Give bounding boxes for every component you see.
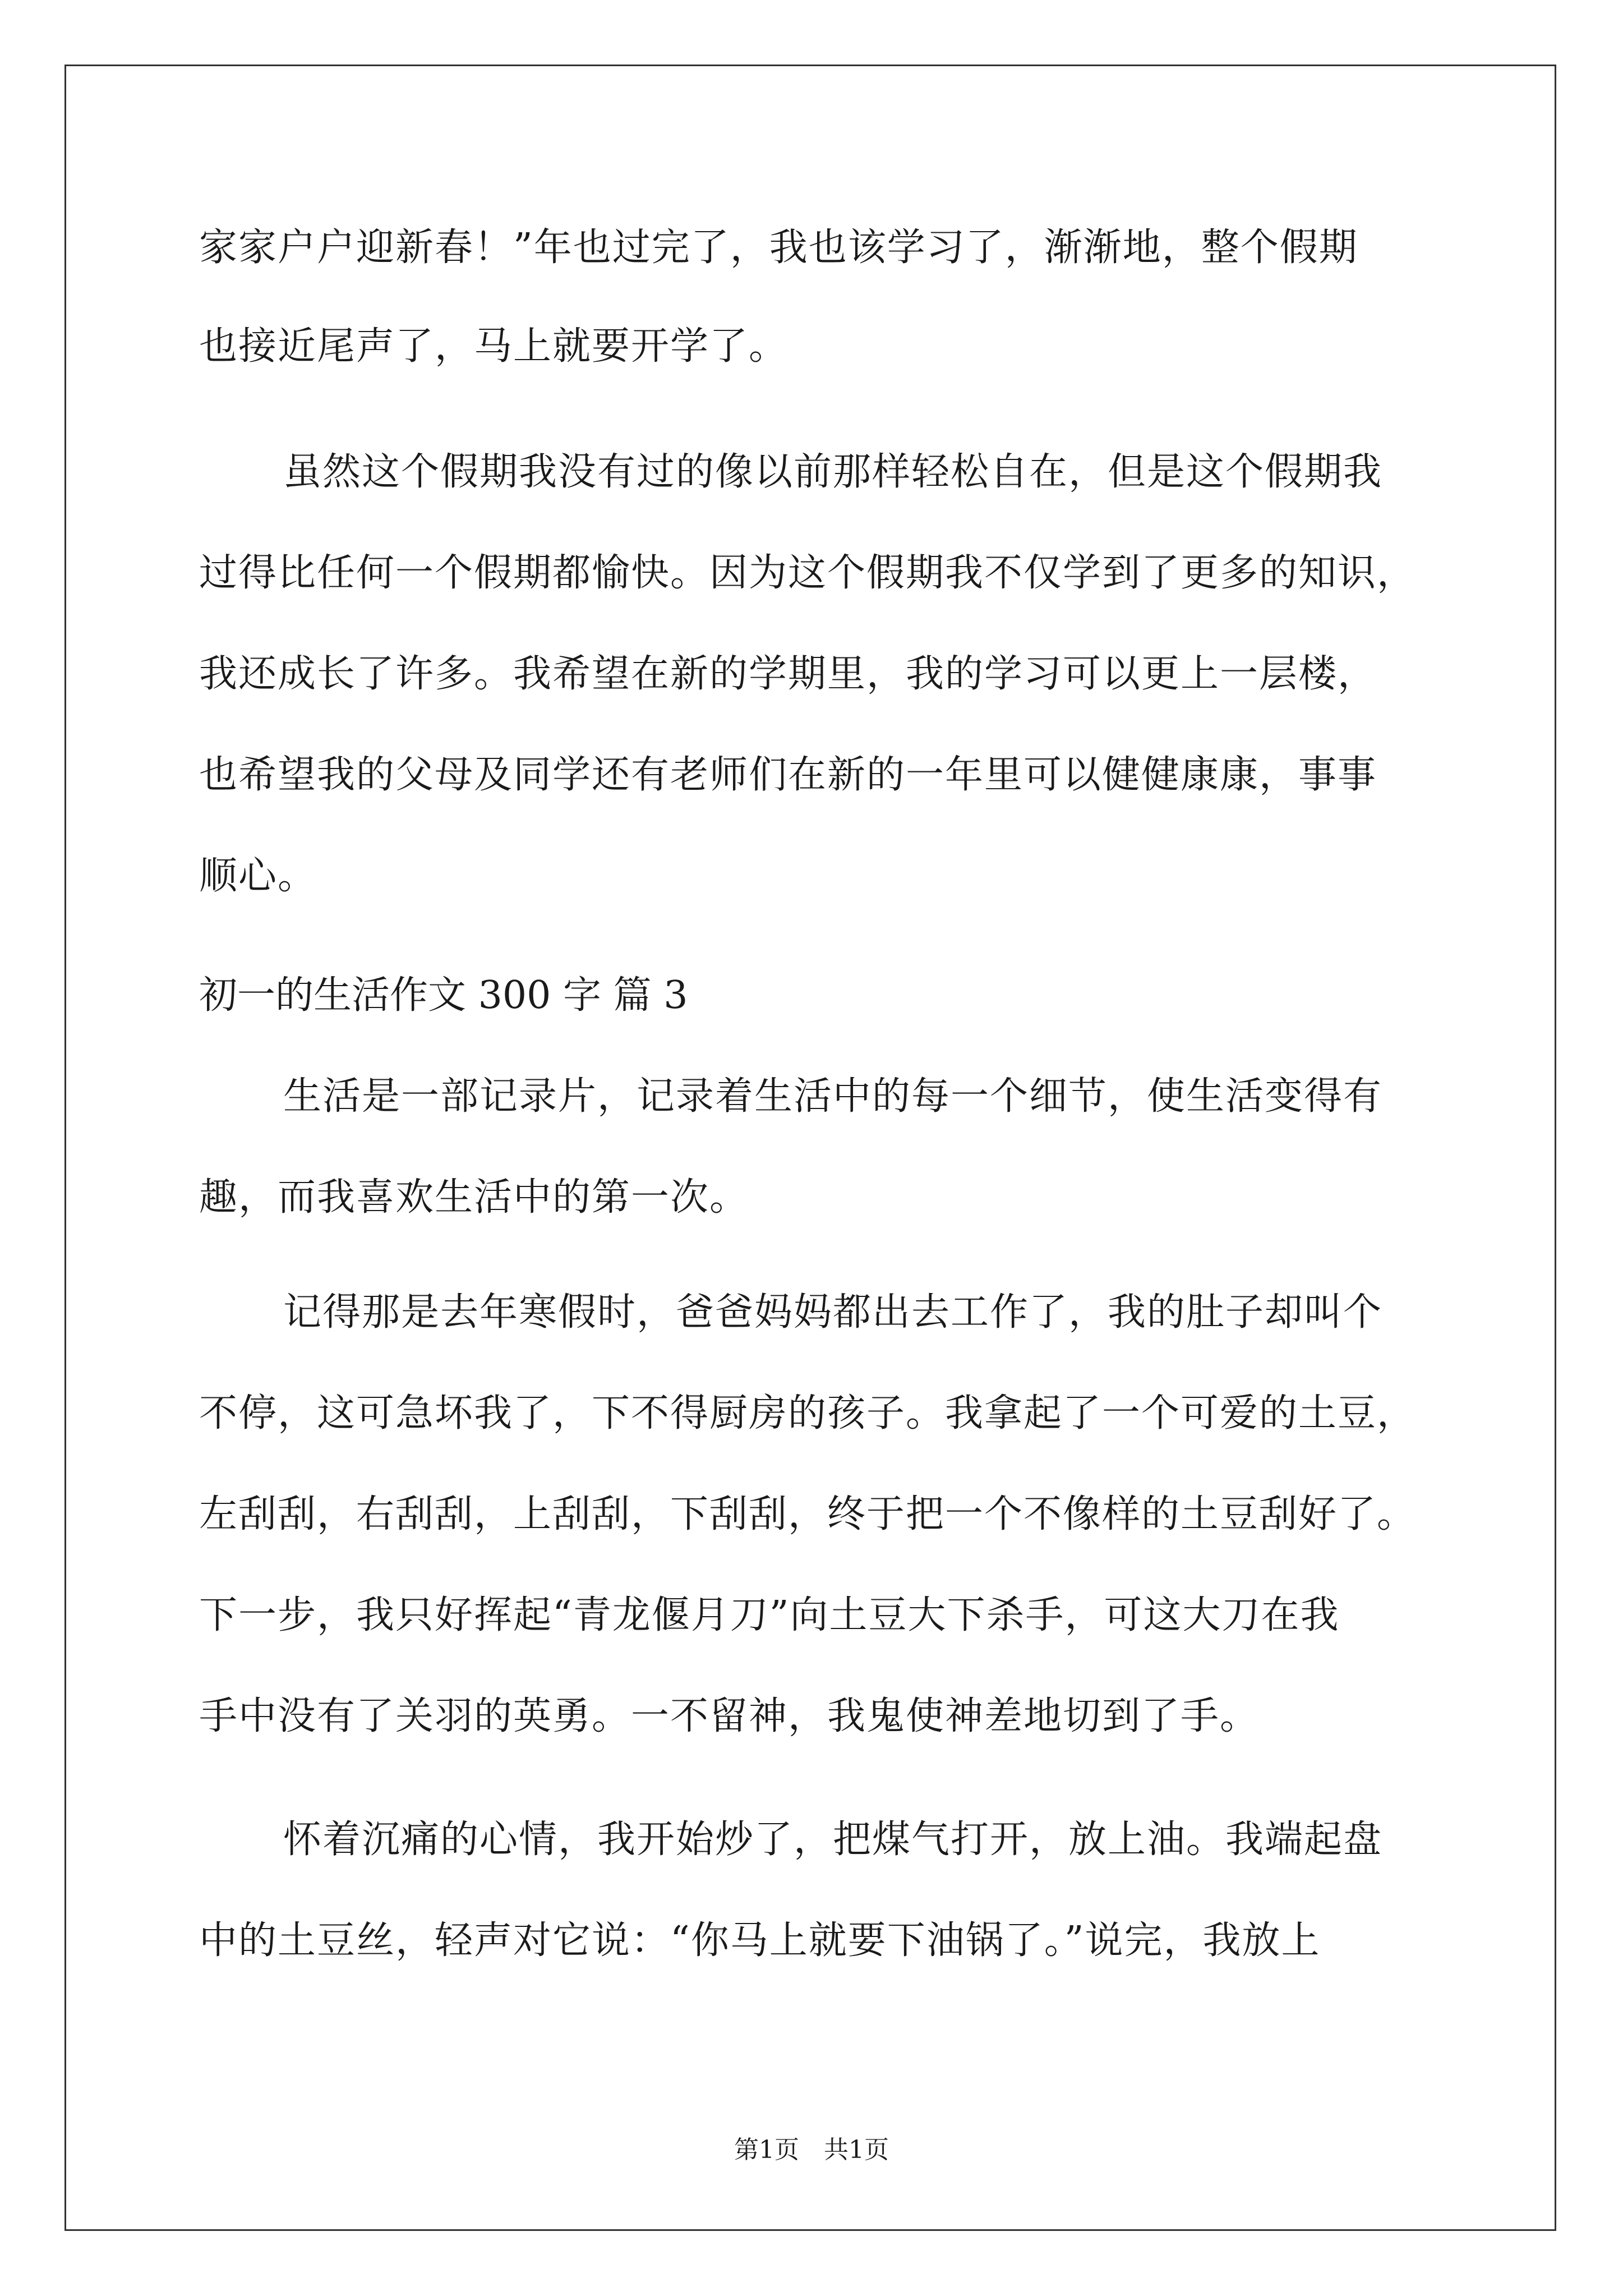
text-line: 不停，这可急坏我了，下不得厨房的孩子。我拿起了一个可爱的土豆， bbox=[199, 1391, 1417, 1435]
text-line: 趣，而我喜欢生活中的第一次。 bbox=[199, 1175, 749, 1220]
paragraph-start-line: 怀着沉痛的心情，我开始炒了，把煤气打开，放上油。我端起盘 bbox=[283, 1818, 1383, 1862]
paragraph-start-line: 生活是一部记录片，记录着生活中的每一个细节，使生活变得有 bbox=[283, 1074, 1383, 1119]
section-heading: 初一的生活作文 300 字 篇 3 bbox=[199, 973, 688, 1018]
text-line: 中的土豆丝，轻声对它说：“你马上就要下油锅了。”说完，我放上 bbox=[199, 1918, 1321, 1963]
text-line: 左刮刮，右刮刮，上刮刮，下刮刮，终于把一个不像样的土豆刮好了。 bbox=[199, 1492, 1417, 1536]
text-line: 顺心。 bbox=[199, 854, 317, 898]
text-line: 手中没有了关羽的英勇。一不留神，我鬼使神差地切到了手。 bbox=[199, 1694, 1260, 1738]
page-number-footer: 第1页 共1页 bbox=[734, 2136, 889, 2164]
text-line: 过得比任何一个假期都愉快。因为这个假期我不仅学到了更多的知识， bbox=[199, 551, 1417, 595]
text-line: 也接近尾声了，马上就要开学了。 bbox=[199, 324, 789, 369]
text-line: 也希望我的父母及同学还有老师们在新的一年里可以健健康康，事事 bbox=[199, 753, 1377, 797]
paragraph-start-line: 记得那是去年寒假时，爸爸妈妈都出去工作了，我的肚子却叫个 bbox=[283, 1290, 1383, 1335]
text-line: 我还成长了许多。我希望在新的学期里，我的学习可以更上一层楼， bbox=[199, 652, 1377, 696]
text-line: 家家户户迎新春！”年也过完了，我也该学习了，渐渐地，整个假期 bbox=[199, 226, 1358, 270]
page-border bbox=[64, 65, 1556, 2231]
paragraph-start-line: 虽然这个假期我没有过的像以前那样轻松自在，但是这个假期我 bbox=[283, 450, 1383, 494]
text-line: 下一步，我只好挥起“青龙偃月刀”向土豆大下杀手，可这大刀在我 bbox=[199, 1593, 1340, 1637]
